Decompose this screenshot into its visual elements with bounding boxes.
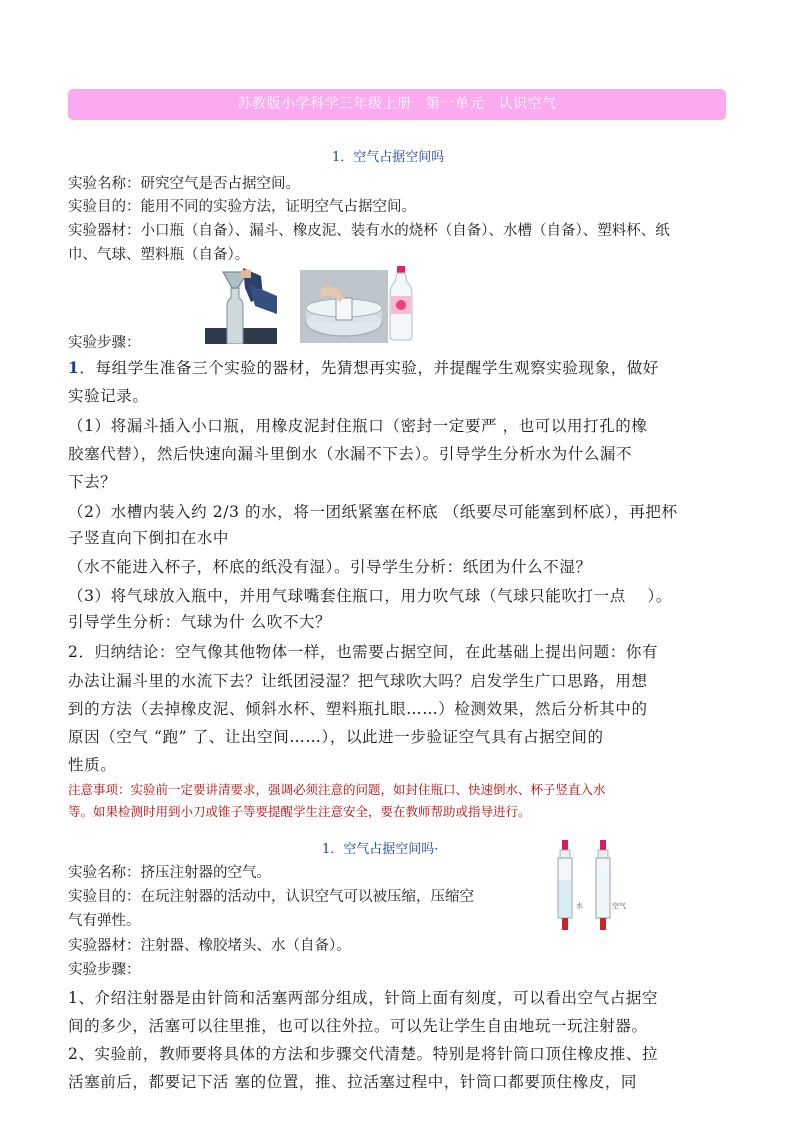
syringe-air-icon (596, 840, 610, 930)
step-line-15: 性质。 (68, 756, 117, 774)
header-title: 苏教版小学科学三年级上册 第一单元 认识空气 (237, 96, 557, 112)
step-line-10: 引导学生分析：气球为什 么吹不大？ (68, 613, 332, 631)
section1-materials-1: 实验器材：小口瓶（自备）、漏斗、橡皮泥、装有水的烧杯（自备）、水槽（自备）、塑料杯、纸 (68, 223, 670, 239)
section2-purpose-2: 气有弹性。 (68, 913, 141, 929)
section1-purpose: 实验目的：能用不同的实验方法，证明空气占据空间。 (68, 199, 416, 215)
section2-steps-label: 实验步骤： (68, 962, 141, 978)
step-line-8: （水不能进入杯子，杯底的纸没有湿）。引导学生分析：纸团为什么不湿？ (68, 558, 592, 576)
s2-step-line-1: 1、介绍注射器是由针筒和活塞两部分组成，针筒上面有刻度，可以看出空气占据空 (68, 989, 659, 1007)
section1-name: 实验名称：研究空气是否占据空间。 (68, 176, 300, 192)
note-line-2: 等。如果检测时用到小刀或锥子等要提醒学生注意安全，要在教师帮助或指导进行。 (68, 804, 531, 819)
step-line-13: 到的方法（去掉橡皮泥、倾斜水杯、塑料瓶扎眼……）检测效果，然后分析其中的 (68, 700, 648, 718)
s2-step-line-3: 2、实验前，教师要将具体的方法和步骤交代清楚。特别是将针筒口顶住橡皮推、拉 (68, 1045, 659, 1063)
section1-title: 1．空气占据空间吗 (332, 150, 445, 165)
step-line-11: 2．归纳结论：空气像其他物体一样，也需要占据空间，在此基础上提出问题：你有 (68, 643, 659, 661)
s2-step-line-2: 间的多少，活塞可以往里推，也可以往外拉。可以先让学生自由地玩一玩注射器。 (68, 1017, 648, 1035)
plastic-bottle-photo (388, 266, 414, 341)
step-line-5: 下去？ (68, 473, 117, 491)
bottle-funnel-photo (205, 266, 277, 344)
step-line-14: 原因（空气 “跑” 了、让出空间……），以此进一步验证空气具有占据空间的 (68, 728, 604, 746)
step-line-2: 实验记录。 (68, 387, 149, 405)
step-line-4: 胶塞代替），然后快速向漏斗里倒水（水漏不下去）。引导学生分析水为什么漏不 (68, 445, 633, 463)
step-line-1: 1．每组学生准备三个实验的器材，先猜想再实验，并提醒学生观察实验现象，做好 (68, 358, 659, 377)
header-bar (68, 89, 726, 120)
step-line-6: （2）水槽内装入约 2/3 的水，将一团纸紧塞在杯底 （纸要尽可能塞到杯底），再把杯 (68, 503, 678, 521)
s2-step-line-4: 活塞前后，都要记下活 塞的位置，推、拉活塞过程中，针筒口都要顶住橡皮，同 (68, 1073, 638, 1091)
syringe-label-air: 空气 (612, 902, 626, 910)
note-line-1: 注意事项：实验前一定要讲清要求，强调必须注意的问题，如封住瓶口、快速倒水、杯子竖直入水 (68, 782, 606, 797)
section2-purpose-1: 实验目的：在玩注射器的活动中，认识空气可以被压缩，压缩空 (68, 889, 474, 905)
syringes-illustration (548, 840, 628, 936)
section2-materials: 实验器材：注射器、橡胶堵头、水（自备）。 (68, 938, 351, 954)
section2-title: 1．空气占据空间吗· (322, 842, 439, 857)
step-line-7: 子竖直向下倒扣在水中 (68, 529, 230, 547)
step-line-12: 办法让漏斗里的水流下去？让纸团浸湿？把气球吹大吗？启发学生广口思路，用想 (68, 672, 648, 690)
step-line-9: （3）将气球放入瓶中，并用气球嘴套住瓶口，用力吹气球（气球只能吹打一点 ）。 (68, 587, 672, 605)
water-tank-photo (300, 270, 388, 343)
section1-steps-label: 实验步骤： (68, 335, 141, 351)
section1-materials-2: 巾、气球、塑料瓶（自备）。 (68, 247, 250, 263)
syringe-water-icon (558, 840, 572, 930)
section2-name: 实验名称：挤压注射器的空气。 (68, 865, 271, 881)
syringe-label-water: 水 (576, 902, 583, 910)
step-line-3: （1）将漏斗插入小口瓶，用橡皮泥封住瓶口（密封一定要严 ，也可以用打孔的橡 (68, 417, 648, 435)
